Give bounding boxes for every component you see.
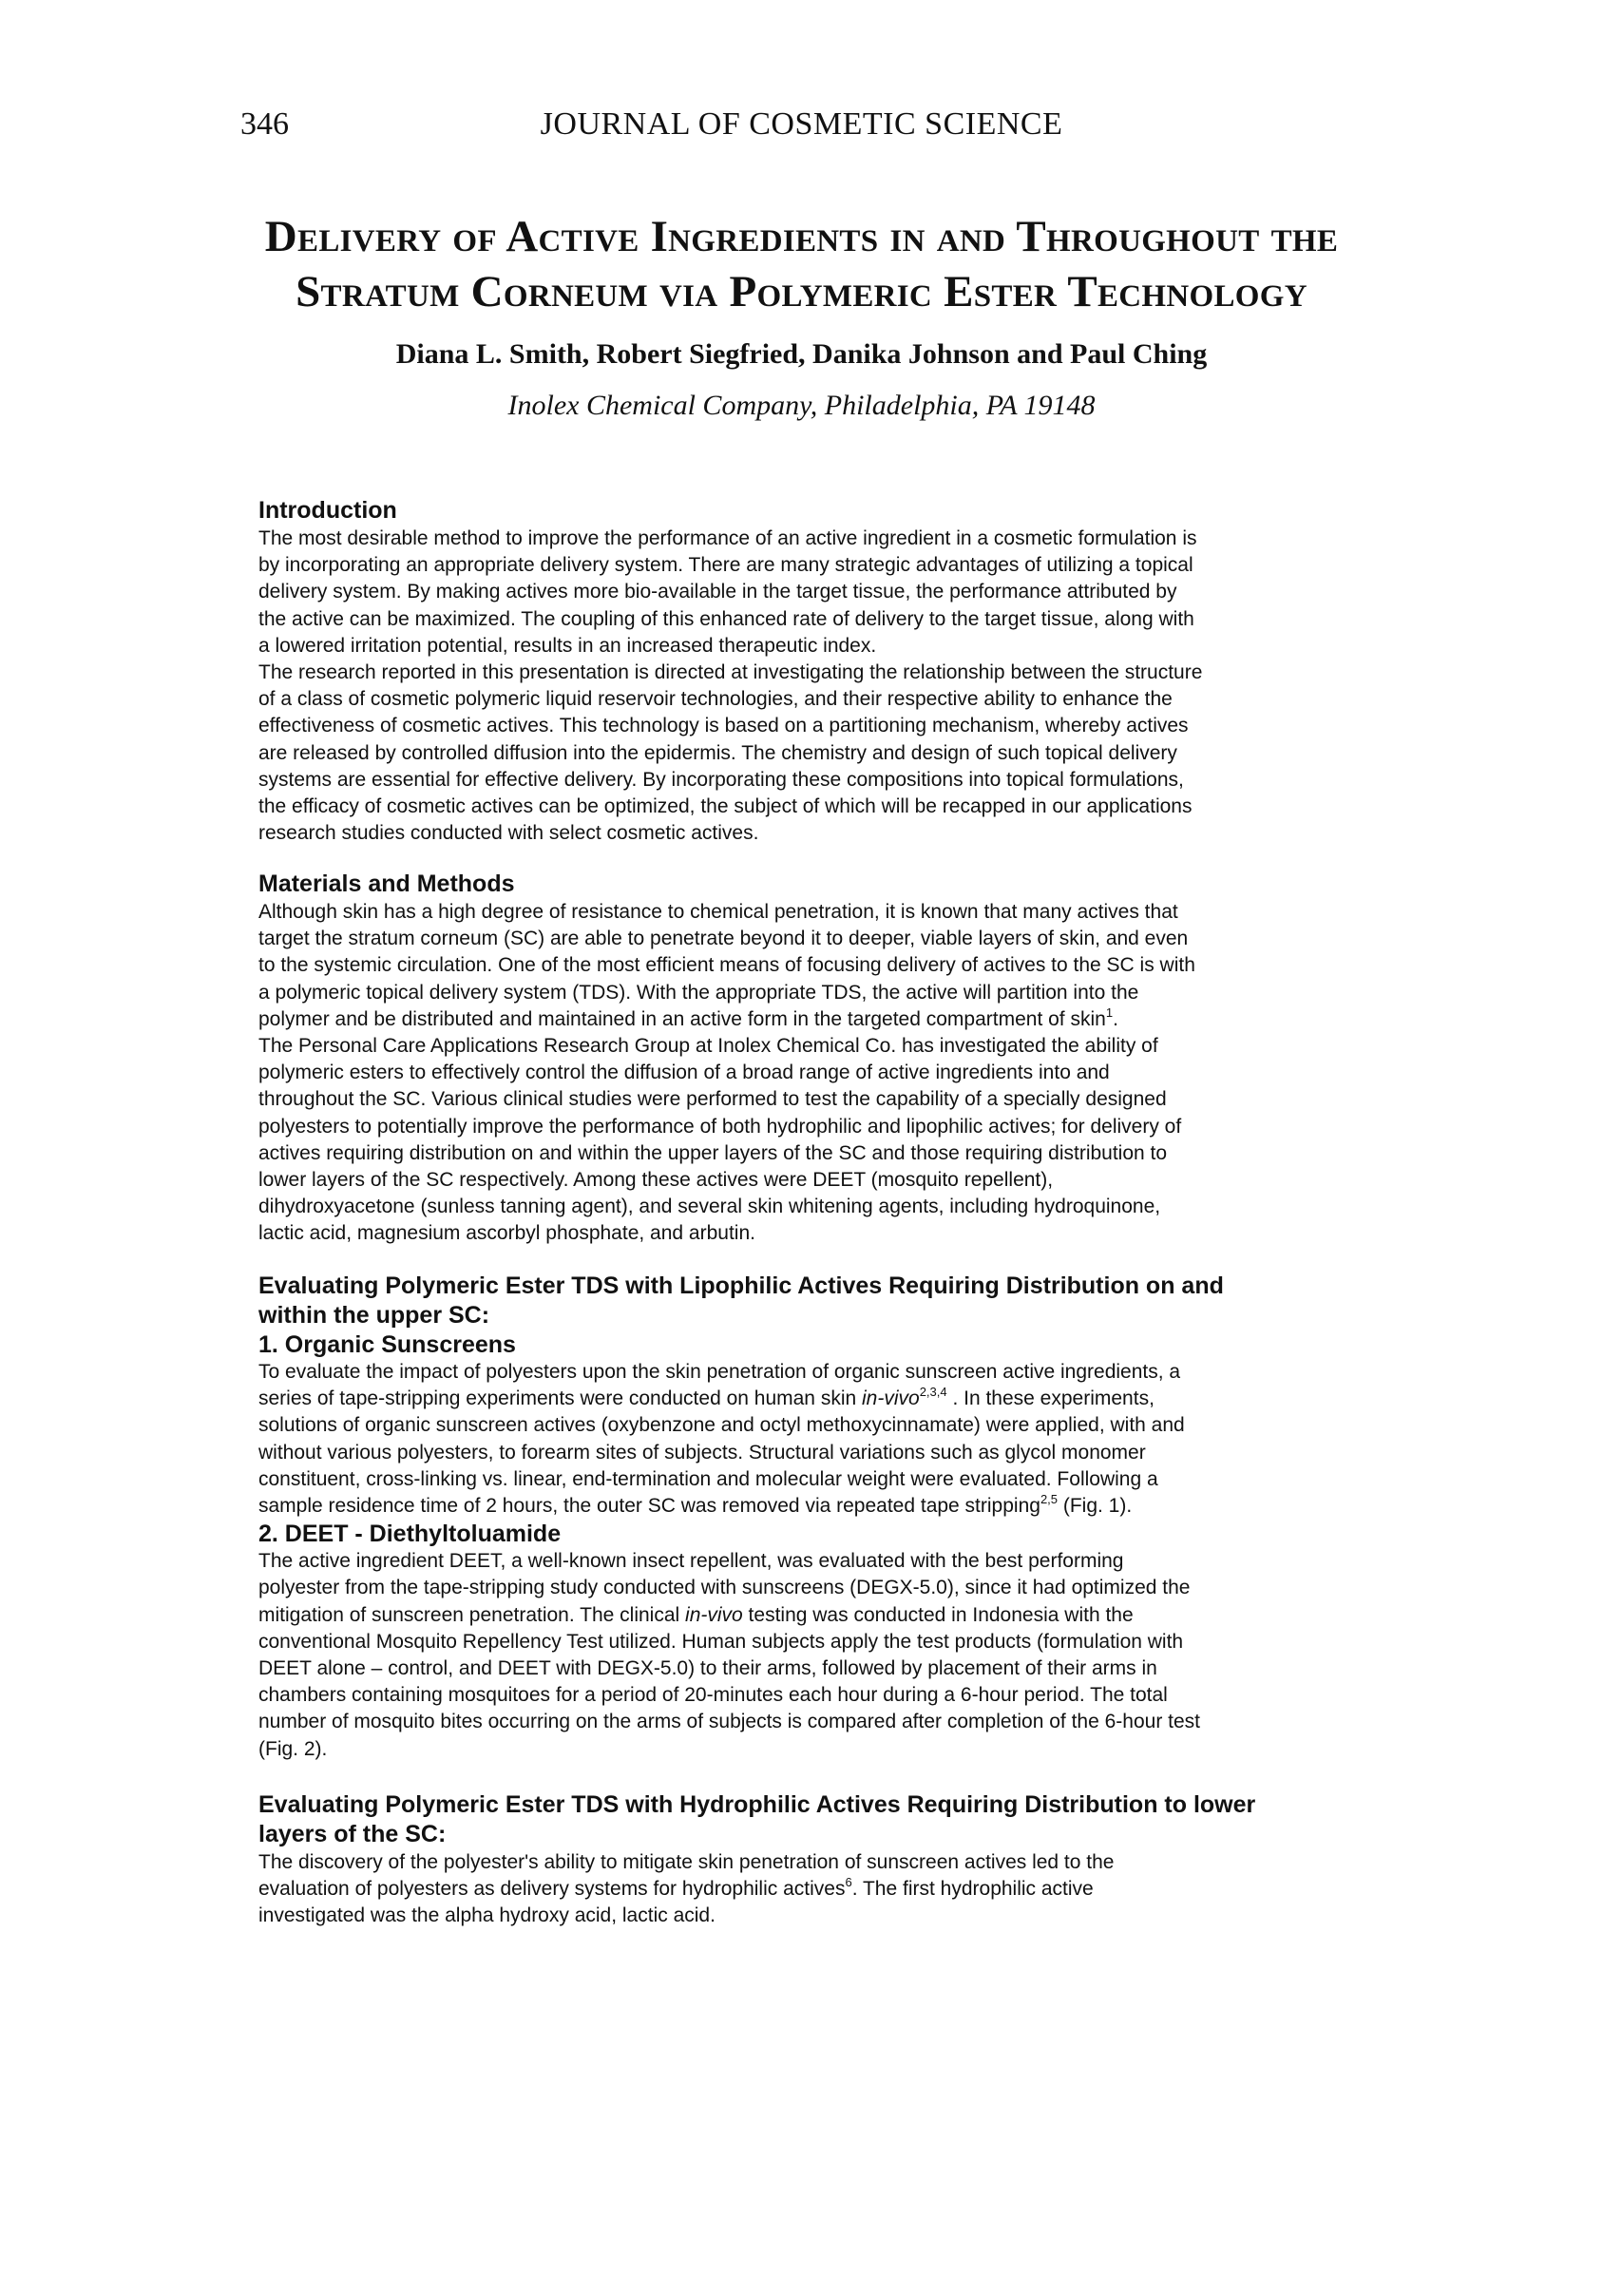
article-title-line-2: Stratum Corneum via Polymeric Ester Technology <box>296 267 1307 316</box>
article-title-line-1: Delivery of Active Ingredients in and Throughout the <box>264 212 1339 261</box>
subsection-heading: 2. DEET - Diethyltoluamide <box>258 1521 562 1548</box>
section-heading: layers of the SC: <box>258 1821 447 1847</box>
text-line: a polymeric topical delivery system (TDS). With the appropriate TDS, the active will partition into the <box>258 981 1139 1004</box>
text-line: polymeric esters to effectively control the diffusion of a broad range of active ingredients into and <box>258 1062 1110 1084</box>
text-line: chambers containing mosquitoes for a period of 20-minutes each hour during a 6-hour period. The total <box>258 1684 1168 1707</box>
text-line: polyesters to potentially improve the performance of both hydrophilic and lipophilic actives; for delivery of <box>258 1115 1182 1138</box>
text-line: without various polyesters, to forearm sites of subjects. Structural variations such as glycol monomer <box>258 1441 1146 1464</box>
section-materials-methods <box>258 870 1389 1248</box>
text-line: target the stratum corneum (SC) are able to penetrate beyond it to deeper, viable layers of skin, and even <box>258 928 1189 950</box>
section-lipophilic-actives <box>258 1272 1389 1763</box>
text-line: sample residence time of 2 hours, the outer SC was removed via repeated tape stripping$^{2,5}$ (Fig. 1). <box>258 1492 1133 1518</box>
text-line: research studies conducted with select cosmetic actives. <box>258 822 759 845</box>
text-line: lower layers of the SC respectively. Among these actives were DEET (mosquito repellent), <box>258 1169 1054 1192</box>
text-line: effectiveness of cosmetic actives. This technology is based on a partitioning mechanism, whereby actives <box>258 715 1189 737</box>
text-line: the active can be maximized. The coupling of this enhanced rate of delivery to the target tissue, along with <box>258 607 1194 630</box>
text-line: of a class of cosmetic polymeric liquid reservoir technologies, and their respective ability to enhance the <box>258 688 1173 711</box>
text-line: The discovery of the polyester's ability to mitigate skin penetration of sunscreen actives led to the <box>258 1851 1115 1873</box>
text-line: actives requiring distribution on and within the upper layers of the SC and those requiring distribution to <box>258 1141 1168 1164</box>
text-line: throughout the SC. Various clinical studies were performed to test the capability of a specially designed <box>258 1088 1167 1111</box>
text-line: by incorporating an appropriate delivery system. There are many strategic advantages of utilizing a topical <box>258 554 1193 577</box>
subsection-heading: 1. Organic Sunscreens <box>258 1331 516 1358</box>
text-line: mitigation of sunscreen penetration. The clinical in-vivo testing was conducted in Indonesia with the <box>258 1603 1134 1626</box>
text-line: polyester from the tape-stripping study conducted with sunscreens (DEGX-5.0), since it had optimized the <box>258 1577 1191 1599</box>
text-line: the efficacy of cosmetic actives can be optimized, the subject of which will be recapped in our applications <box>258 795 1193 818</box>
text-line: a lowered irritation potential, results in an increased therapeutic index. <box>258 634 877 657</box>
text-line: investigated was the alpha hydroxy acid, lactic acid. <box>258 1904 716 1927</box>
authors: Diana L. Smith, Robert Siegfried, Danika Johnson and Paul Ching <box>395 338 1208 370</box>
text-line: DEET alone – control, and DEET with DEGX-5.0) to their arms, followed by placement of their arms in <box>258 1657 1157 1680</box>
text-line: polymer and be distributed and maintained in an active form in the targeted compartment of skin$^1$. <box>258 1004 1118 1030</box>
section-heading: Evaluating Polymeric Ester TDS with Lipophilic Actives Requiring Distribution on and <box>258 1272 1224 1299</box>
text-line: Although skin has a high degree of resistance to chemical penetration, it is known that many actives that <box>258 901 1178 923</box>
italic-term: in-vivo <box>685 1603 743 1626</box>
text-line: to the systemic circulation. One of the most efficient means of focusing delivery of actives to the SC is with <box>258 954 1195 977</box>
text-line: dihydroxyacetone (sunless tanning agent), and several skin whitening agents, including hydroquinone, <box>258 1196 1161 1218</box>
text-line: solutions of organic sunscreen actives (oxybenzone and octyl methoxycinnamate) were applied, with and <box>258 1414 1185 1437</box>
text-line: The active ingredient DEET, a well-known insect repellent, was evaluated with the best performing <box>258 1550 1124 1573</box>
text-line: delivery system. By making actives more bio-available in the target tissue, the performance attributed by <box>258 581 1177 603</box>
section-introduction <box>258 496 1389 847</box>
page-number: 346 <box>240 106 289 142</box>
section-heading: Introduction <box>258 497 397 524</box>
reference-superscript: 2,3,4 <box>919 1385 947 1400</box>
text-line: The Personal Care Applications Research Group at Inolex Chemical Co. has investigated the ability of <box>258 1035 1158 1058</box>
text-line: The most desirable method to improve the performance of an active ingredient in a cosmetic formulation is <box>258 527 1197 549</box>
section-heading: Evaluating Polymeric Ester TDS with Hydrophilic Actives Requiring Distribution to lower <box>258 1791 1256 1818</box>
text-line: systems are essential for effective delivery. By incorporating these compositions into topical formulations, <box>258 768 1184 791</box>
reference-superscript: 6 <box>845 1875 852 1890</box>
section-heading: within the upper SC: <box>258 1302 490 1329</box>
text-line: are released by controlled diffusion into the epidermis. The chemistry and design of such topical delivery <box>258 741 1177 764</box>
text-line: The research reported in this presentation is directed at investigating the relationship between the structure <box>258 661 1203 684</box>
italic-term: in-vivo <box>862 1387 920 1410</box>
reference-superscript: 1 <box>1105 1004 1114 1020</box>
text-line: constituent, cross-linking vs. linear, end-termination and molecular weight were evaluated. Following a <box>258 1467 1158 1490</box>
reference-superscript: 2,5 <box>1040 1492 1059 1507</box>
section-hydrophilic-actives <box>258 1790 1389 1930</box>
text-line: lactic acid, magnesium ascorbyl phosphate, and arbutin. <box>258 1222 755 1245</box>
text-line: (Fig. 2). <box>258 1737 328 1760</box>
text-line: number of mosquito bites occurring on the arms of subjects is compared after completion of the 6-hour test <box>258 1711 1200 1733</box>
text-line: conventional Mosquito Repellency Test utilized. Human subjects apply the test products (formulation with <box>258 1630 1184 1653</box>
text-line: To evaluate the impact of polyesters upon the skin penetration of organic sunscreen active ingredients, a <box>258 1361 1181 1383</box>
journal-title: JOURNAL OF COSMETIC SCIENCE <box>540 106 1063 142</box>
section-heading: Materials and Methods <box>258 871 515 897</box>
text-line: evaluation of polyesters as delivery systems for hydrophilic actives$^6$. The first hydrophilic active <box>258 1875 1094 1901</box>
text-line: series of tape-stripping experiments were conducted on human skin in-vivo$^{2,3,4}$ . In these experiments, <box>258 1385 1155 1410</box>
affiliation: Inolex Chemical Company, Philadelphia, PA 19148 <box>507 390 1096 421</box>
